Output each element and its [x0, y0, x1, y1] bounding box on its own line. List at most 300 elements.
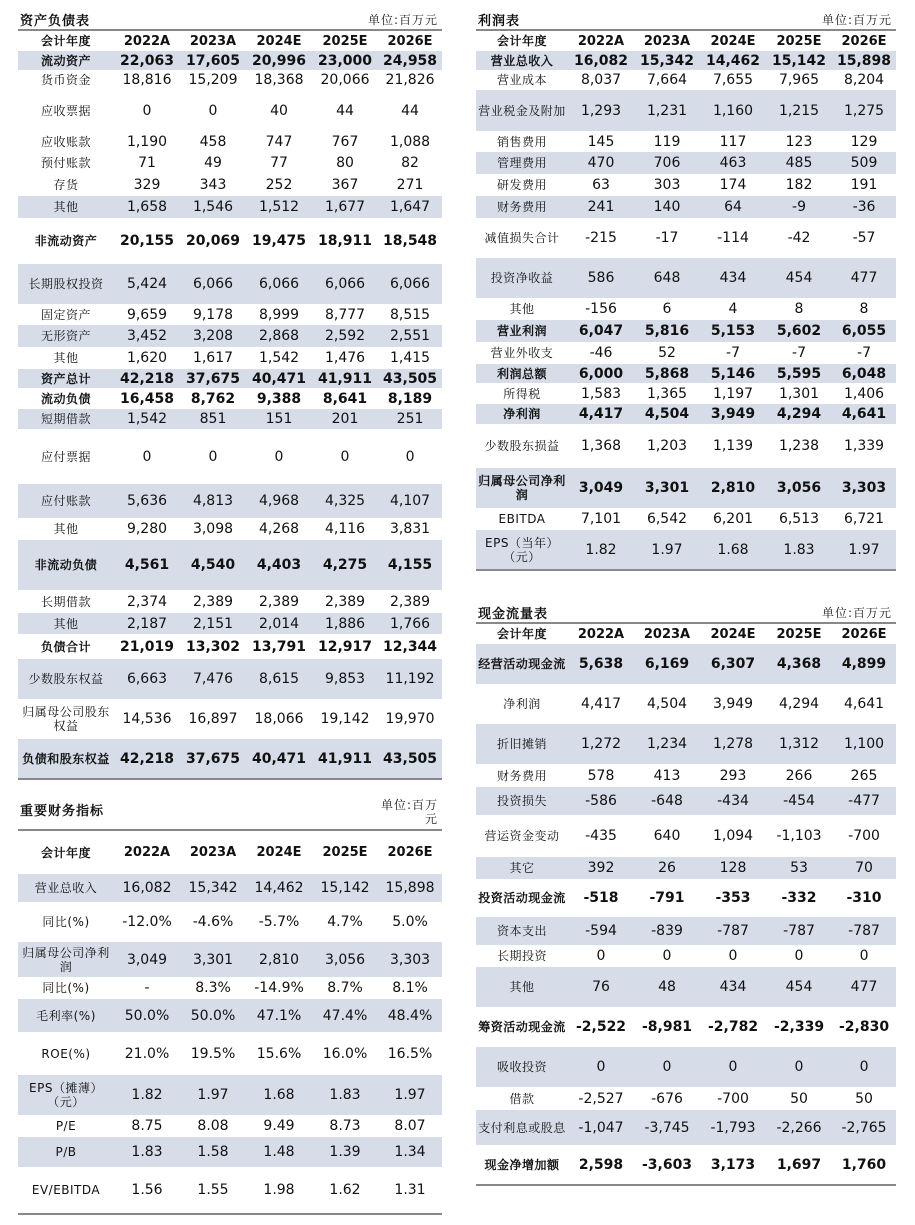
cell-value: 20,996	[246, 51, 312, 70]
cell-value: -518	[583, 890, 619, 906]
table-row	[18, 699, 442, 739]
cell-value: 48	[634, 967, 700, 1007]
cell-value: 1.98	[246, 1167, 312, 1214]
cell-value: 40	[270, 102, 288, 119]
cell-value: 19,142	[320, 711, 370, 727]
cell-value: 2,187	[114, 613, 180, 634]
cell-value: 648	[634, 258, 700, 298]
table-row	[476, 644, 896, 684]
row-label: 净利润	[503, 697, 541, 711]
row-label: 长期股权投资	[18, 264, 114, 304]
cell-value: 14,462	[700, 51, 766, 70]
cell-value: 1.68	[246, 1075, 312, 1115]
cell-value: 251	[378, 409, 442, 429]
cell-value: -42	[787, 230, 811, 246]
cell-value: 3,949	[712, 696, 754, 712]
cell-value: 4,368	[766, 644, 832, 684]
cash-flow-panel	[476, 603, 896, 1186]
table-row	[18, 152, 442, 174]
year-header: 2026E	[387, 33, 433, 49]
table-row	[476, 815, 896, 857]
cell-value: 3,301	[180, 942, 246, 977]
table-row	[18, 131, 442, 152]
row-label: 应付账款	[18, 484, 114, 518]
cell-value: 1,365	[646, 385, 688, 402]
table-row	[476, 364, 896, 383]
cell-value: 14,536	[122, 711, 172, 727]
cell-value: 3,056	[766, 468, 832, 508]
cell-value: 9,659	[126, 306, 168, 323]
cell-value: 454	[766, 258, 832, 298]
cell-value: 1,139	[712, 438, 754, 454]
cell-value: 16.5%	[387, 1045, 433, 1062]
cell-value: 1,886	[312, 613, 378, 634]
cell-value: 8,999	[258, 306, 300, 323]
row-label: 筹资活动现金流	[478, 1020, 566, 1034]
cell-value: 6,000	[568, 364, 634, 383]
cell-value: -791	[649, 890, 685, 906]
cell-value: 303	[653, 177, 681, 193]
cell-value: 3,173	[700, 1145, 766, 1185]
table-row	[18, 540, 442, 590]
row-label: 资本支出	[476, 917, 568, 945]
cell-value: 470	[568, 152, 634, 174]
cell-value: 0	[208, 448, 218, 465]
table-row	[476, 342, 896, 364]
cell-value: -648	[634, 787, 700, 815]
table-row	[18, 518, 442, 540]
cell-value: 50.0%	[180, 999, 246, 1032]
row-label: EBITDA	[498, 512, 546, 526]
cell-value: 9,280	[126, 521, 168, 537]
table-row	[18, 484, 442, 518]
cell-value: 5,595	[766, 364, 832, 383]
cell-value: 6,307	[700, 644, 766, 684]
key-ratios-panel	[18, 794, 442, 1215]
cell-value: 128	[700, 857, 766, 879]
cell-value: 40,471	[246, 369, 312, 388]
cell-value: 1,293	[568, 90, 634, 131]
key-ratios-header-row	[18, 830, 442, 874]
cell-value: 77	[270, 155, 288, 171]
table-row	[476, 967, 896, 1007]
cell-value: 14,462	[246, 874, 312, 902]
cell-value: 2,389	[258, 593, 300, 610]
cell-value: 5,816	[634, 320, 700, 342]
table-row	[18, 51, 442, 70]
year-header: 2026E	[387, 845, 433, 860]
year-header: 2023A	[643, 33, 691, 49]
cell-value: -1,793	[700, 1110, 766, 1145]
cell-value: 392	[568, 857, 634, 879]
cell-value: -787	[832, 917, 896, 945]
table-row	[18, 613, 442, 634]
cell-value: 1.97	[634, 530, 700, 570]
cell-value: -7	[726, 345, 740, 361]
table-row	[18, 369, 442, 388]
table-row	[476, 218, 896, 258]
cell-value: 1,546	[180, 196, 246, 218]
cell-value: 50.0%	[114, 999, 180, 1032]
table-row	[476, 945, 896, 967]
cell-value: 1.83	[766, 530, 832, 570]
cell-value: 4,107	[378, 484, 442, 518]
cell-value: 20,069	[185, 233, 241, 249]
cell-value: 4.7%	[327, 914, 363, 930]
row-label: 吸收投资	[476, 1047, 568, 1087]
cell-value: 2,598	[568, 1145, 634, 1185]
cell-value: 3,056	[312, 942, 378, 977]
year-header: 2022A	[577, 626, 625, 642]
cell-value: -3,603	[634, 1145, 700, 1185]
cell-value: 2,868	[246, 325, 312, 347]
cell-value: 1.58	[180, 1137, 246, 1167]
table-row	[476, 298, 896, 320]
cell-value: 4,294	[778, 696, 820, 712]
cell-value: 13,791	[252, 638, 307, 655]
cell-value: 434	[700, 258, 766, 298]
row-label: EPS（当年）（元）	[476, 530, 568, 570]
row-label: 货币资金	[40, 73, 91, 87]
cell-value: 145	[587, 133, 615, 150]
cell-value: 241	[568, 196, 634, 218]
row-label: 长期借款	[40, 594, 91, 609]
row-label: 投资活动现金流	[478, 891, 566, 905]
row-label: 固定资产	[40, 307, 91, 322]
balance-sheet-table	[18, 10, 442, 780]
income-statement-header-row	[476, 30, 896, 51]
cell-value: 7,664	[646, 72, 688, 88]
cell-value: 851	[180, 409, 246, 429]
cell-value: -14.9%	[254, 980, 304, 996]
cell-value: 6,169	[634, 644, 700, 684]
income-statement-unit: 单位:百万元	[700, 10, 896, 30]
cell-value: 18,368	[254, 72, 304, 88]
cell-value: 15,142	[312, 874, 378, 902]
cell-value: 15,209	[188, 72, 238, 88]
cell-value: 123	[785, 133, 813, 150]
cell-value: 4,540	[180, 540, 246, 590]
cell-value: 3,831	[389, 521, 431, 537]
cell-value: -1,047	[568, 1110, 634, 1145]
row-label: 净利润	[476, 404, 568, 424]
cell-value: -310	[846, 890, 882, 906]
cell-value: 2,810	[246, 942, 312, 977]
row-label: 同比(%)	[42, 915, 90, 929]
cell-value: -2,339	[773, 1019, 825, 1035]
cell-value: 16,897	[188, 711, 238, 727]
cell-value: 9,388	[256, 390, 302, 407]
row-label: 应付票据	[40, 449, 91, 464]
cell-value: 477	[832, 967, 896, 1007]
cell-value: 0	[766, 1047, 832, 1087]
row-label: 其他	[18, 196, 114, 218]
cell-value: 42,218	[114, 739, 180, 779]
row-label: 投资净收益	[476, 258, 568, 298]
year-label: 会计年度	[40, 34, 91, 48]
cell-value: 21.0%	[124, 1045, 170, 1062]
cell-value: 0	[634, 1047, 700, 1087]
cell-value: 151	[246, 409, 312, 429]
cell-value: 509	[832, 152, 896, 174]
table-row	[18, 347, 442, 369]
cell-value: 7,476	[180, 659, 246, 699]
cell-value: 6,663	[114, 659, 180, 699]
year-header: 2024E	[256, 845, 302, 860]
cell-value: 1,620	[126, 350, 168, 366]
cell-value: 6,513	[778, 511, 820, 527]
cell-value: 15.6%	[256, 1045, 302, 1062]
cell-value: 1.56	[114, 1167, 180, 1214]
year-header: 2023A	[643, 626, 691, 642]
cell-value: -7	[792, 345, 806, 361]
row-label: 存货	[53, 178, 79, 192]
cell-value: 2,592	[312, 325, 378, 347]
table-row	[18, 1075, 442, 1115]
row-label: 研发费用	[496, 178, 547, 192]
year-header: 2022A	[577, 33, 625, 49]
cell-value: -3,745	[634, 1110, 700, 1145]
cell-value: 1,406	[843, 385, 885, 402]
cell-value: 1.83	[312, 1075, 378, 1115]
table-row	[476, 196, 896, 218]
cell-value: 4,294	[766, 404, 832, 424]
cell-value: 4,968	[246, 484, 312, 518]
cell-value: 4,504	[646, 696, 688, 712]
table-row	[18, 634, 442, 659]
cell-value: 1,301	[778, 385, 820, 402]
cell-value: 0	[405, 448, 415, 465]
cell-value: -2,830	[838, 1019, 890, 1035]
cell-value: 24,958	[378, 51, 442, 70]
cell-value: 9.49	[263, 1118, 295, 1134]
balance-sheet-header-row	[18, 30, 442, 51]
table-row	[476, 857, 896, 879]
cell-value: 12,344	[383, 638, 438, 655]
table-row	[476, 917, 896, 945]
cell-value: 1,512	[246, 196, 312, 218]
cell-value: 586	[568, 258, 634, 298]
cell-value: 367	[331, 177, 359, 193]
table-row	[18, 90, 442, 131]
cell-value: 0	[568, 1047, 634, 1087]
cell-value: 4,403	[246, 540, 312, 590]
cell-value: 2,389	[324, 593, 366, 610]
cell-value: 0	[700, 1047, 766, 1087]
cell-value: 5,424	[114, 264, 180, 304]
cell-value: 3,303	[832, 468, 896, 508]
cell-value: 47.1%	[246, 999, 312, 1032]
row-label: 营运资金变动	[484, 829, 560, 843]
cell-value: 53	[766, 857, 832, 879]
cell-value: 5,636	[114, 484, 180, 518]
table-row	[18, 70, 442, 90]
cell-value: 71	[138, 155, 156, 171]
cell-value: 3,208	[180, 325, 246, 347]
cell-value: -9	[766, 196, 832, 218]
table-row	[476, 468, 896, 508]
table-row	[18, 977, 442, 999]
cell-value: 5.0%	[392, 914, 428, 930]
cell-value: 21,826	[385, 72, 435, 88]
row-label: 非流动负债	[18, 540, 114, 590]
income-statement-title: 利润表	[476, 10, 700, 30]
cell-value: 1.97	[180, 1075, 246, 1115]
cell-value: -353	[715, 890, 751, 906]
cell-value: -114	[717, 230, 749, 246]
cell-value: -4.6%	[192, 914, 234, 930]
cell-value: 4,155	[378, 540, 442, 590]
cell-value: 48.4%	[378, 999, 442, 1032]
row-label: 营业利润	[476, 320, 568, 342]
table-row	[18, 902, 442, 942]
row-label: 营业总收入	[18, 874, 114, 902]
row-label: 财务费用	[496, 768, 547, 783]
row-label: 销售费用	[496, 134, 547, 149]
cell-value: 76	[568, 967, 634, 1007]
row-label: 少数股东权益	[18, 659, 114, 699]
year-header: 2024E	[710, 33, 756, 49]
row-label: EV/EBITDA	[18, 1167, 114, 1214]
cell-value: 1,339	[843, 438, 885, 454]
cell-value: 43,505	[378, 369, 442, 388]
cell-value: 1,476	[324, 350, 366, 366]
cell-value: 1,278	[700, 724, 766, 764]
row-label: 资产总计	[18, 369, 114, 388]
table-row	[18, 174, 442, 196]
year-header: 2025E	[776, 33, 822, 49]
cell-value: 252	[265, 177, 293, 193]
cell-value: -8,981	[641, 1019, 693, 1035]
cash-flow-header-row	[476, 623, 896, 644]
cell-value: 1,766	[378, 613, 442, 634]
cash-flow-title-row	[476, 603, 896, 623]
table-row	[476, 879, 896, 917]
table-row	[18, 659, 442, 699]
cell-value: -2,266	[766, 1110, 832, 1145]
cell-value: 5,638	[568, 644, 634, 684]
cell-value: 4,417	[580, 696, 622, 712]
cell-value: 20,066	[320, 72, 370, 88]
cell-value: 3,452	[114, 325, 180, 347]
cell-value: 1,542	[114, 409, 180, 429]
table-row	[18, 409, 442, 429]
cell-value: 767	[331, 133, 359, 150]
table-row	[476, 1047, 896, 1087]
cell-value: 52	[658, 345, 676, 361]
cell-value: -12.0%	[122, 914, 172, 930]
table-row	[18, 1167, 442, 1214]
cell-value: 15,142	[766, 51, 832, 70]
cell-value: 271	[396, 177, 424, 193]
cell-value: 26	[634, 857, 700, 879]
cell-value: 40,471	[246, 739, 312, 779]
cell-value: 17,605	[180, 51, 246, 70]
table-row	[476, 131, 896, 152]
cell-value: 5,868	[634, 364, 700, 383]
cash-flow-table	[476, 603, 896, 1186]
table-row	[476, 51, 896, 70]
cell-value: 578	[587, 767, 615, 784]
cell-value: 9,178	[192, 306, 234, 323]
cell-value: 1.83	[114, 1137, 180, 1167]
cell-value: -700	[848, 828, 880, 844]
row-label: 长期投资	[496, 949, 547, 963]
row-label: 营业税金及附加	[476, 90, 568, 131]
cell-value: 6,066	[180, 264, 246, 304]
cell-value: 6,047	[568, 320, 634, 342]
cell-value: 1,275	[832, 90, 896, 131]
row-label: 同比(%)	[42, 981, 90, 995]
row-label: 其他	[18, 613, 114, 634]
cell-value: 63	[592, 177, 610, 193]
row-label: 其他	[509, 302, 535, 316]
table-row	[476, 320, 896, 342]
cell-value: 191	[850, 177, 878, 193]
cell-value: 1.39	[312, 1137, 378, 1167]
cell-value: 1,238	[778, 438, 820, 454]
table-row	[18, 999, 442, 1032]
cell-value: 6,542	[646, 511, 688, 527]
row-label: 其它	[476, 857, 568, 879]
cell-value: 16,458	[119, 390, 175, 407]
balance-sheet-unit: 单位:百万元	[246, 10, 442, 30]
cell-value: -2,782	[707, 1019, 759, 1035]
cell-value: 41,911	[312, 739, 378, 779]
cell-value: 0	[662, 948, 672, 964]
cell-value: 706	[634, 152, 700, 174]
cell-value: 3,303	[378, 942, 442, 977]
row-label: 经营活动现金流	[476, 644, 568, 684]
cell-value: 1,234	[634, 724, 700, 764]
row-label: 其他	[476, 967, 568, 1007]
year-header: 2022A	[123, 845, 171, 860]
cash-flow-unit: 单位:百万元	[700, 603, 896, 623]
cell-value: 15,342	[180, 874, 246, 902]
cell-value: 44	[336, 102, 354, 119]
cell-value: 454	[766, 967, 832, 1007]
row-label: 其他	[53, 351, 79, 365]
table-row	[18, 218, 442, 264]
cell-value: 5,146	[700, 364, 766, 383]
cell-value: 3,301	[634, 468, 700, 508]
cell-value: -46	[589, 345, 613, 361]
row-label: 所得税	[503, 386, 541, 401]
cell-value: 6,066	[378, 264, 442, 304]
table-row	[476, 1087, 896, 1110]
cell-value: 6	[662, 301, 672, 317]
table-row	[476, 764, 896, 787]
row-label: 其他	[53, 522, 79, 536]
table-row	[476, 1145, 896, 1185]
row-label: 借款	[509, 1091, 535, 1106]
row-label: P/B	[18, 1137, 114, 1167]
cell-value: -2,765	[832, 1110, 896, 1145]
table-row	[476, 1110, 896, 1145]
table-row	[18, 1137, 442, 1167]
cell-value: -	[144, 980, 150, 996]
cell-value: 4,116	[324, 521, 366, 537]
cell-value: 119	[653, 133, 681, 150]
cell-value: 4,268	[258, 521, 300, 537]
cell-value: 0	[728, 948, 738, 964]
cell-value: 0	[142, 448, 152, 465]
table-row	[18, 1032, 442, 1075]
cell-value: 19.5%	[190, 1045, 236, 1062]
cell-value: 49	[204, 155, 222, 171]
cell-value: 7,101	[580, 511, 622, 527]
cell-value: 201	[312, 409, 378, 429]
